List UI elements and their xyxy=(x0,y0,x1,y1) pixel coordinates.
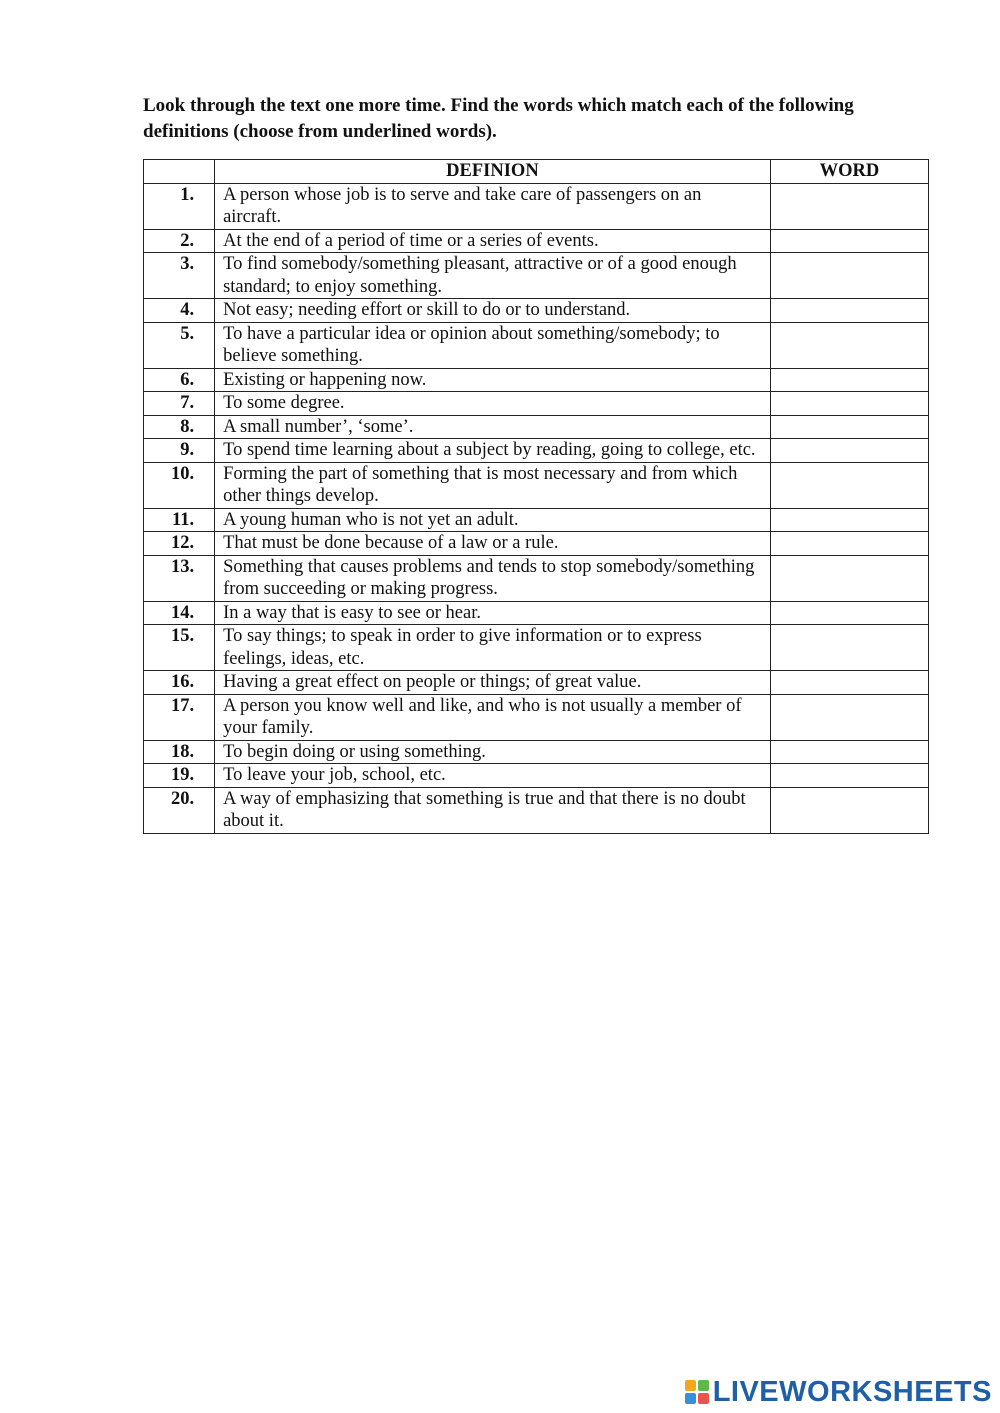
row-word-answer[interactable] xyxy=(770,787,928,833)
row-number: 11. xyxy=(144,508,215,532)
row-word-answer[interactable] xyxy=(770,368,928,392)
row-word-answer[interactable] xyxy=(770,740,928,764)
logo-square-4 xyxy=(698,1393,709,1404)
row-definition: Not easy; needing effort or skill to do or to understand. xyxy=(215,299,771,323)
table-row xyxy=(144,322,929,368)
row-word-answer[interactable] xyxy=(770,555,928,601)
row-definition: A small number’, ‘some’. xyxy=(215,415,771,439)
table-row xyxy=(144,740,929,764)
row-word-answer[interactable] xyxy=(770,183,928,229)
definitions-table xyxy=(143,159,929,834)
row-word-answer[interactable] xyxy=(770,253,928,299)
row-definition: To leave your job, school, etc. xyxy=(215,764,771,788)
table-row xyxy=(144,253,929,299)
header-definition: DEFINION xyxy=(215,160,771,184)
liveworksheets-logo-text: LIVEWORKSHEETS xyxy=(712,1375,992,1408)
row-definition: A person whose job is to serve and take care of passengers on an aircraft. xyxy=(215,183,771,229)
table-row xyxy=(144,671,929,695)
table-row xyxy=(144,229,929,253)
row-word-answer[interactable] xyxy=(770,508,928,532)
table-row xyxy=(144,625,929,671)
table-row xyxy=(144,439,929,463)
row-number: 9. xyxy=(144,439,215,463)
table-header-row xyxy=(144,160,929,184)
row-word-answer[interactable] xyxy=(770,229,928,253)
row-definition: To spend time learning about a subject by reading, going to college, etc. xyxy=(215,439,771,463)
row-number: 19. xyxy=(144,764,215,788)
header-word: WORD xyxy=(770,160,928,184)
row-definition: Forming the part of something that is most necessary and from which other things develop. xyxy=(215,462,771,508)
row-definition: Something that causes problems and tends to stop somebody/something from succeeding or making progress. xyxy=(215,555,771,601)
row-definition: A person you know well and like, and who is not usually a member of your family. xyxy=(215,694,771,740)
table-row xyxy=(144,462,929,508)
row-word-answer[interactable] xyxy=(770,299,928,323)
table-row xyxy=(144,787,929,833)
row-word-answer[interactable] xyxy=(770,322,928,368)
row-number: 18. xyxy=(144,740,215,764)
row-number: 13. xyxy=(144,555,215,601)
table-row xyxy=(144,392,929,416)
row-word-answer[interactable] xyxy=(770,764,928,788)
table-row xyxy=(144,555,929,601)
row-number: 4. xyxy=(144,299,215,323)
table-row xyxy=(144,508,929,532)
table-row xyxy=(144,601,929,625)
row-number: 12. xyxy=(144,532,215,556)
logo-square-3 xyxy=(685,1393,696,1404)
instructions-text: Look through the text one more time. Find the words which match each of the following definitions (choose from underlined words). xyxy=(143,95,854,142)
row-number: 15. xyxy=(144,625,215,671)
row-definition: To have a particular idea or opinion about something/somebody; to believe something. xyxy=(215,322,771,368)
logo-square-2 xyxy=(698,1380,709,1391)
table-row xyxy=(144,532,929,556)
row-word-answer[interactable] xyxy=(770,671,928,695)
row-word-answer[interactable] xyxy=(770,625,928,671)
liveworksheets-logo xyxy=(685,1377,992,1407)
row-number: 14. xyxy=(144,601,215,625)
row-definition: To find somebody/something pleasant, attractive or of a good enough standard; to enjoy something. xyxy=(215,253,771,299)
table-row xyxy=(144,368,929,392)
row-definition: A young human who is not yet an adult. xyxy=(215,508,771,532)
row-definition: In a way that is easy to see or hear. xyxy=(215,601,771,625)
row-definition: Existing or happening now. xyxy=(215,368,771,392)
row-word-answer[interactable] xyxy=(770,415,928,439)
row-number: 20. xyxy=(144,787,215,833)
row-number: 7. xyxy=(144,392,215,416)
header-number xyxy=(144,160,215,184)
table-row xyxy=(144,415,929,439)
row-number: 8. xyxy=(144,415,215,439)
row-number: 5. xyxy=(144,322,215,368)
row-number: 10. xyxy=(144,462,215,508)
row-number: 2. xyxy=(144,229,215,253)
logo-square-1 xyxy=(685,1380,696,1391)
row-number: 6. xyxy=(144,368,215,392)
row-word-answer[interactable] xyxy=(770,439,928,463)
row-definition: To some degree. xyxy=(215,392,771,416)
row-definition: Having a great effect on people or things; of great value. xyxy=(215,671,771,695)
row-definition: At the end of a period of time or a series of events. xyxy=(215,229,771,253)
table-row xyxy=(144,183,929,229)
row-definition: To say things; to speak in order to give information or to express feelings, ideas, etc. xyxy=(215,625,771,671)
row-word-answer[interactable] xyxy=(770,532,928,556)
row-number: 16. xyxy=(144,671,215,695)
row-word-answer[interactable] xyxy=(770,601,928,625)
row-word-answer[interactable] xyxy=(770,462,928,508)
row-number: 3. xyxy=(144,253,215,299)
row-definition: That must be done because of a law or a rule. xyxy=(215,532,771,556)
row-number: 17. xyxy=(144,694,215,740)
table-row xyxy=(144,764,929,788)
table-row xyxy=(144,299,929,323)
row-number: 1. xyxy=(144,183,215,229)
row-word-answer[interactable] xyxy=(770,392,928,416)
table-row xyxy=(144,694,929,740)
row-word-answer[interactable] xyxy=(770,694,928,740)
row-definition: To begin doing or using something. xyxy=(215,740,771,764)
row-definition: A way of emphasizing that something is true and that there is no doubt about it. xyxy=(215,787,771,833)
liveworksheets-logo-icon xyxy=(685,1380,709,1404)
